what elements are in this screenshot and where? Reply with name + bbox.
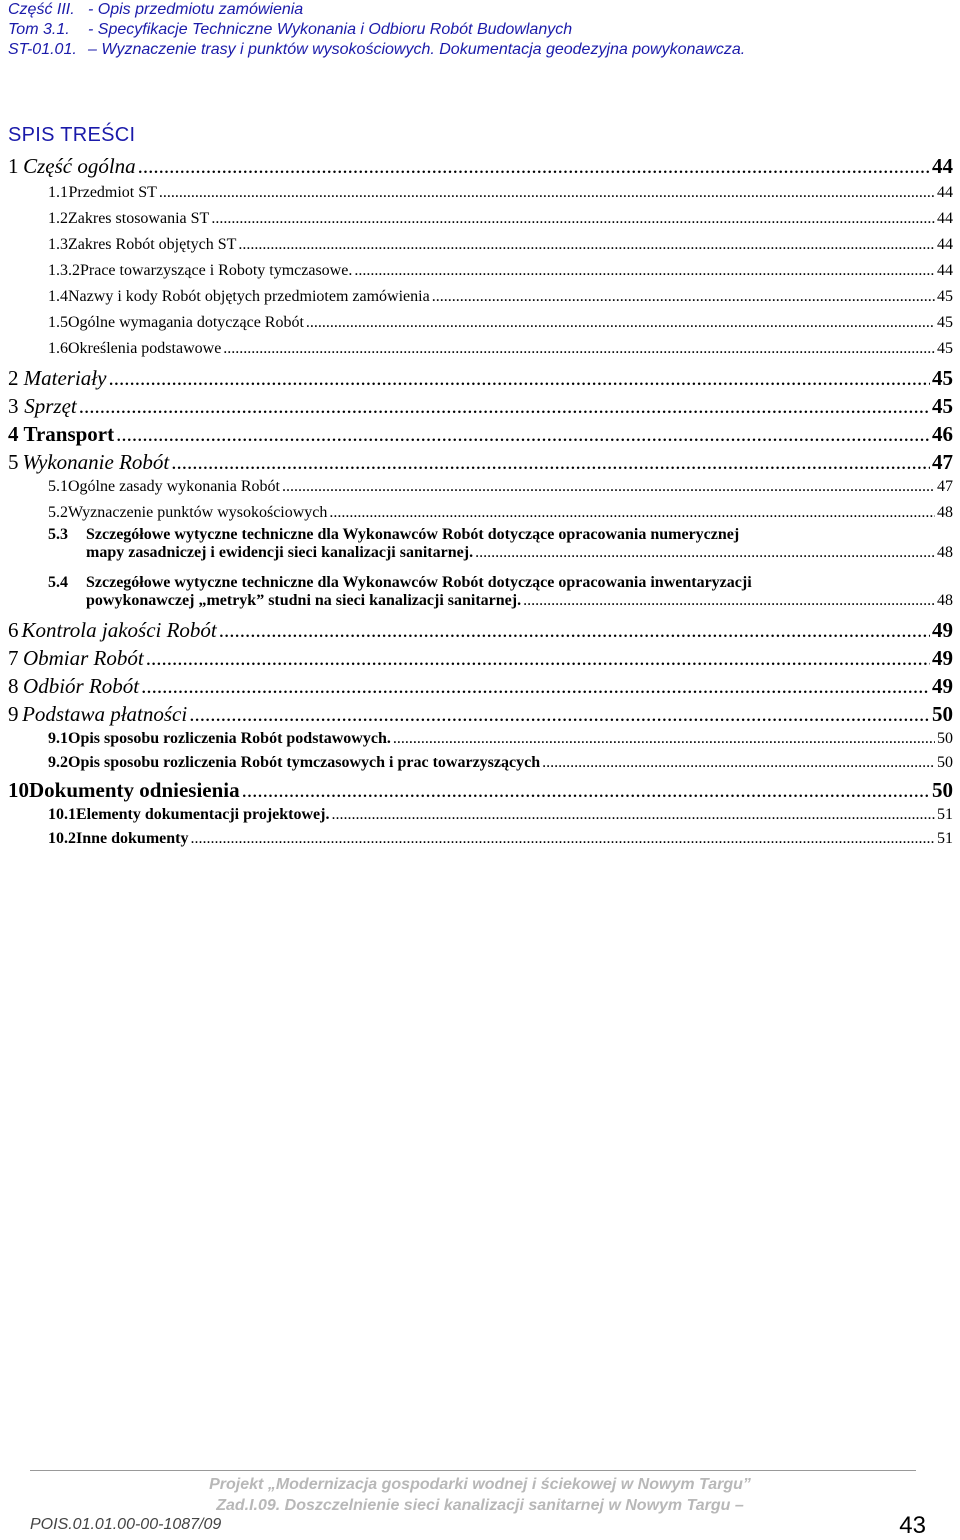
- header-line-3: [8, 40, 948, 60]
- toc-entry-title: Ogólne wymagania dotyczące Robót: [68, 314, 304, 331]
- header-volume-label: Tom 3.1.: [8, 21, 70, 38]
- toc-entry-number: 5.1: [48, 478, 68, 495]
- toc-entry-number: 9: [8, 702, 19, 726]
- toc-entry-number: 4: [8, 422, 19, 446]
- toc-entry[interactable]: [8, 314, 953, 332]
- toc-entry-page: 48: [937, 504, 953, 521]
- toc-entry-page: 51: [937, 806, 953, 823]
- toc-entry-page: 44: [937, 210, 953, 227]
- header-part-label: Część III.: [8, 1, 75, 18]
- dot-leader: [432, 288, 935, 306]
- toc-entry-title: Elementy dokumentacji projektowej.: [76, 806, 330, 823]
- footer-divider: [30, 1470, 916, 1471]
- footer-project-line: Projekt „Modernizacja gospodarki wodnej i ściekowej w Nowym Targu”: [209, 1476, 751, 1493]
- dot-leader: [282, 478, 935, 496]
- dot-leader: [189, 702, 930, 727]
- toc-entry-title: Część ogólna: [23, 154, 136, 178]
- dot-leader: [141, 674, 930, 699]
- toc-entry-number: 7: [8, 646, 19, 670]
- toc-entry-number: 1.3: [48, 236, 68, 253]
- toc-entry-page: 49: [932, 618, 953, 642]
- toc-entry-title: Zakres stosowania ST: [68, 210, 210, 227]
- dot-leader: [393, 730, 935, 748]
- header-spec-text: – Wyznaczenie trasy i punktów wysokościowych. Dokumentacja geodezyjna powykonawcza.: [88, 41, 746, 58]
- toc-entry-title: Inne dokumenty: [76, 830, 189, 847]
- toc-entry-title: Nazwy i kody Robót objętych przedmiotem zamówienia: [68, 288, 430, 305]
- dot-leader: [138, 154, 930, 179]
- dot-leader: [79, 394, 930, 419]
- toc-entry-title: Określenia podstawowe: [68, 340, 222, 357]
- toc-entry[interactable]: [8, 504, 953, 522]
- toc-entry[interactable]: [8, 340, 953, 358]
- toc-entry[interactable]: [8, 366, 953, 391]
- toc-title: SPIS TREŚCI: [8, 124, 136, 146]
- toc-entry[interactable]: [8, 394, 953, 419]
- toc-entry-title: Materiały: [23, 366, 107, 390]
- toc-entry-number: 10: [8, 778, 29, 802]
- document-header: [8, 0, 948, 60]
- toc-entry-page: 49: [932, 646, 953, 670]
- toc-entry[interactable]: [8, 730, 953, 748]
- toc-entry-number: 10.1: [48, 806, 76, 823]
- dot-leader: [329, 504, 935, 522]
- toc-entry[interactable]: [8, 262, 953, 280]
- toc-entry-title: Transport: [23, 422, 115, 446]
- toc-entry[interactable]: [8, 646, 953, 671]
- toc-entry-page: 50: [932, 778, 953, 802]
- dot-leader: [108, 366, 930, 391]
- toc-entry-page: 44: [932, 154, 953, 178]
- toc-entry[interactable]: [8, 806, 953, 824]
- toc-entry[interactable]: [8, 236, 953, 254]
- toc-entry-page: 48: [937, 544, 953, 561]
- toc-entry-page: 45: [932, 366, 953, 390]
- toc-entry-number: 1.3.2: [48, 262, 80, 279]
- toc-entry-title: Sprzęt: [24, 394, 77, 418]
- toc-entry-number: 1.6: [48, 340, 68, 357]
- header-line-1: [8, 0, 948, 20]
- toc-entry[interactable]: [8, 754, 953, 772]
- toc-entry[interactable]: [8, 618, 953, 643]
- toc-entry-title: Odbiór Robót: [23, 674, 140, 698]
- toc-entry-number: 2: [8, 366, 19, 390]
- dot-leader: [542, 754, 935, 772]
- toc-entry-title: Przedmiot ST: [68, 184, 157, 201]
- toc-entry-number: 1.2: [48, 210, 68, 227]
- toc-entry-title: Wyznaczenie punktów wysokościowych: [68, 504, 328, 521]
- dot-leader: [223, 340, 935, 358]
- toc-entry-title: Opis sposobu rozliczenia Robót podstawowych.: [68, 730, 391, 747]
- toc-entry[interactable]: [8, 478, 953, 496]
- toc-entry-page: 46: [932, 422, 953, 446]
- toc-entry-page: 44: [937, 236, 953, 253]
- toc-entry-number: 9.2: [48, 754, 68, 771]
- dot-leader: [159, 184, 935, 202]
- toc-entry-title: Podstawa płatności: [22, 702, 188, 726]
- toc-entry-page: 50: [932, 702, 953, 726]
- toc-entry-page: 44: [937, 184, 953, 201]
- toc-entry-title: Szczegółowe wytyczne techniczne dla Wykonawców Robót dotyczące opracowania numerycznej: [86, 526, 740, 543]
- toc-entry-title: Prace towarzyszące i Roboty tymczasowe.: [80, 262, 353, 279]
- dot-leader: [146, 646, 930, 671]
- toc-entry-title: Zakres Robót objętych ST: [68, 236, 237, 253]
- toc-entry-page: 50: [937, 730, 953, 747]
- toc-entry-number: 1: [8, 154, 19, 178]
- toc-entry[interactable]: [8, 526, 953, 562]
- dot-leader: [475, 544, 935, 562]
- toc-entry[interactable]: [8, 674, 953, 699]
- toc-entry-page: 48: [937, 592, 953, 609]
- toc-entry-number: 1.1: [48, 184, 68, 201]
- toc-entry-number: 5.4: [48, 574, 68, 591]
- toc-entry-title: Dokumenty odniesienia: [29, 778, 240, 802]
- toc-entry[interactable]: [8, 778, 953, 803]
- toc-entry[interactable]: [8, 422, 953, 447]
- toc-entry[interactable]: [8, 154, 953, 179]
- toc-entry-number: 6: [8, 618, 19, 642]
- toc-entry-title: Opis sposobu rozliczenia Robót tymczasowych i prac towarzyszących: [68, 754, 541, 771]
- toc-entry[interactable]: [8, 702, 953, 727]
- dot-leader: [211, 210, 935, 228]
- toc-entry-page: 45: [937, 288, 953, 305]
- toc-entry[interactable]: [8, 574, 953, 610]
- dot-leader: [242, 778, 930, 803]
- toc-entry-page: 47: [932, 450, 953, 474]
- header-part-text: - Opis przedmiotu zamówienia: [88, 1, 304, 18]
- toc-entry[interactable]: [8, 450, 953, 475]
- toc-entry[interactable]: [8, 830, 953, 848]
- toc-entry-page: 47: [937, 478, 953, 495]
- toc-entry-title: Wykonanie Robót: [22, 450, 170, 474]
- header-line-2: [8, 20, 948, 40]
- toc-entry[interactable]: [8, 184, 953, 202]
- toc-entry-page: 45: [937, 340, 953, 357]
- toc-entry-title: Ogólne zasady wykonania Robót: [68, 478, 280, 495]
- toc-entry-title: Szczegółowe wytyczne techniczne dla Wykonawców Robót dotyczące opracowania inwentaryzacji: [86, 574, 752, 591]
- footer-task-line: Zad.I.09. Doszczelnienie sieci kanalizacji sanitarnej w Nowym Targu –: [216, 1497, 744, 1514]
- toc-entry-title-continued: mapy zasadniczej i ewidencji sieci kanalizacji sanitarnej.: [86, 544, 474, 561]
- header-volume-text: - Specyfikacje Techniczne Wykonania i Odbioru Robót Budowlanych: [88, 21, 573, 38]
- toc-entry-number: 10.2: [48, 830, 76, 847]
- toc-entry-page: 50: [937, 754, 953, 771]
- dot-leader: [306, 314, 935, 332]
- dot-leader: [171, 450, 930, 475]
- dot-leader: [116, 422, 930, 447]
- dot-leader: [331, 806, 935, 824]
- toc-entry-page: 44: [937, 262, 953, 279]
- toc-entry-number: 8: [8, 674, 19, 698]
- toc-entry-number: 5.2: [48, 504, 68, 521]
- toc-entry-number: 9.1: [48, 730, 68, 747]
- toc-entry-page: 45: [937, 314, 953, 331]
- toc-entry-number: 5.3: [48, 526, 68, 543]
- toc-entry-title-continued: powykonawczej „metryk” studni na sieci kanalizacji sanitarnej.: [86, 592, 522, 609]
- toc-entry-title: Kontrola jakości Robót: [21, 618, 217, 642]
- toc-entry-number: 1.4: [48, 288, 68, 305]
- footer-document-code: POIS.01.01.00-00-1087/09: [30, 1516, 222, 1533]
- toc-entry-number: 1.5: [48, 314, 68, 331]
- dot-leader: [238, 236, 935, 254]
- toc-entry-page: 45: [932, 394, 953, 418]
- toc-entry-page: 49: [932, 674, 953, 698]
- toc-entry-title: Obmiar Robót: [22, 646, 144, 670]
- toc-entry-number: 3: [8, 394, 19, 418]
- dot-leader: [190, 830, 935, 848]
- header-spec-label: ST-01.01.: [8, 41, 77, 58]
- toc-entry-page: 51: [937, 830, 953, 847]
- dot-leader: [523, 592, 935, 610]
- page-number: 43: [899, 1512, 926, 1539]
- dot-leader: [219, 618, 930, 643]
- dot-leader: [354, 262, 935, 280]
- toc-entry[interactable]: [8, 210, 953, 228]
- toc-entry-number: 5: [8, 450, 19, 474]
- toc-entry[interactable]: [8, 288, 953, 306]
